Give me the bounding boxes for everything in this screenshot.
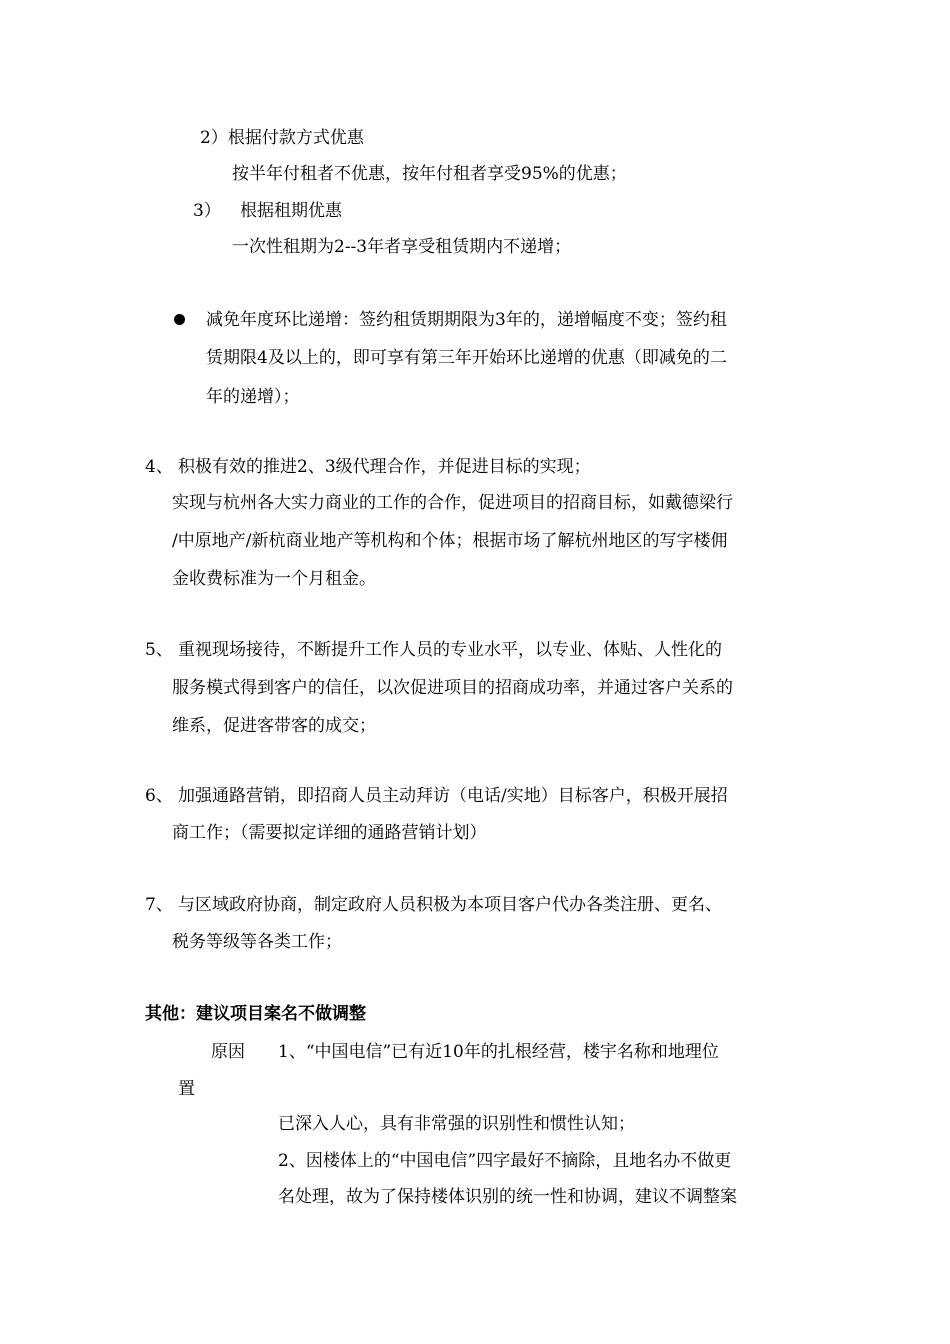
bullet-line-3: 年的递增）； <box>206 387 300 407</box>
lease-term-number: 3） <box>193 201 221 221</box>
item7-line-2: 税务等级等各类工作； <box>172 932 342 952</box>
pay-method-heading: 2）根据付款方式优惠 <box>200 128 364 148</box>
item5-line-1: 重视现场接待，不断提升工作人员的专业水平，以专业、体贴、人性化的 <box>178 640 722 660</box>
item4-line-4: 金收费标准为一个月租金。 <box>172 569 376 589</box>
lease-term-heading: 根据租期优惠 <box>240 201 342 221</box>
reason1-wrap: 置 <box>178 1079 195 1099</box>
item6-line-2: 商工作；（需要拟定详细的通路营销计划） <box>172 823 487 843</box>
other-heading: 其他：建议项目案名不做调整 <box>145 1004 366 1024</box>
item6-line-1: 加强通路营销，即招商人员主动拜访（电话/实地）目标客户，积极开展招 <box>178 786 728 806</box>
item4-line-1: 积极有效的推进2、3级代理合作，并促进目标的实现； <box>178 457 591 477</box>
item4-number: 4、 <box>145 457 173 477</box>
item7-number: 7、 <box>145 895 173 915</box>
item5-line-3: 维系，促进客带客的成交； <box>172 716 376 736</box>
bullet-line-1: 减免年度环比递增：签约租赁期期限为3年的，递增幅度不变；签约租 <box>206 310 727 330</box>
reason2-line-1: 2、因楼体上的“中国电信”四字最好不摘除，且地名办不做更 <box>278 1151 732 1171</box>
item4-line-3: /中原地产/新杭商业地产等机构和个体；根据市场了解杭州地区的写字楼佣 <box>172 531 728 551</box>
bullet-line-2: 赁期限4及以上的，即可享有第三年开始环比递增的优惠（即减免的二 <box>206 348 727 368</box>
item4-line-2: 实现与杭州各大实力商业的工作的合作，促进项目的招商目标，如戴德梁行 <box>172 493 733 513</box>
item5-number: 5、 <box>145 640 173 660</box>
pay-method-text: 按半年付租者不优惠，按年付租者享受95%的优惠； <box>232 164 627 184</box>
reason1-line-2: 已深入人心，具有非常强的识别性和惯性认知； <box>278 1114 635 1134</box>
lease-term-text: 一次性租期为2--3年者享受租赁期内不递增； <box>232 237 572 257</box>
item6-number: 6、 <box>145 786 173 806</box>
bullet-icon <box>174 314 185 325</box>
reason-label: 原因 <box>211 1042 245 1062</box>
item5-line-2: 服务模式得到客户的信任，以次促进项目的招商成功率，并通过客户关系的 <box>172 678 733 698</box>
reason1-line-1: 1、“中国电信”已有近10年的扎根经营，楼宇名称和地理位 <box>278 1042 719 1062</box>
item7-line-1: 与区域政府协商，制定政府人员积极为本项目客户代办各类注册、更名、 <box>178 895 722 915</box>
reason2-line-2: 名处理，故为了保持楼体识别的统一性和协调，建议不调整案 <box>278 1187 737 1207</box>
